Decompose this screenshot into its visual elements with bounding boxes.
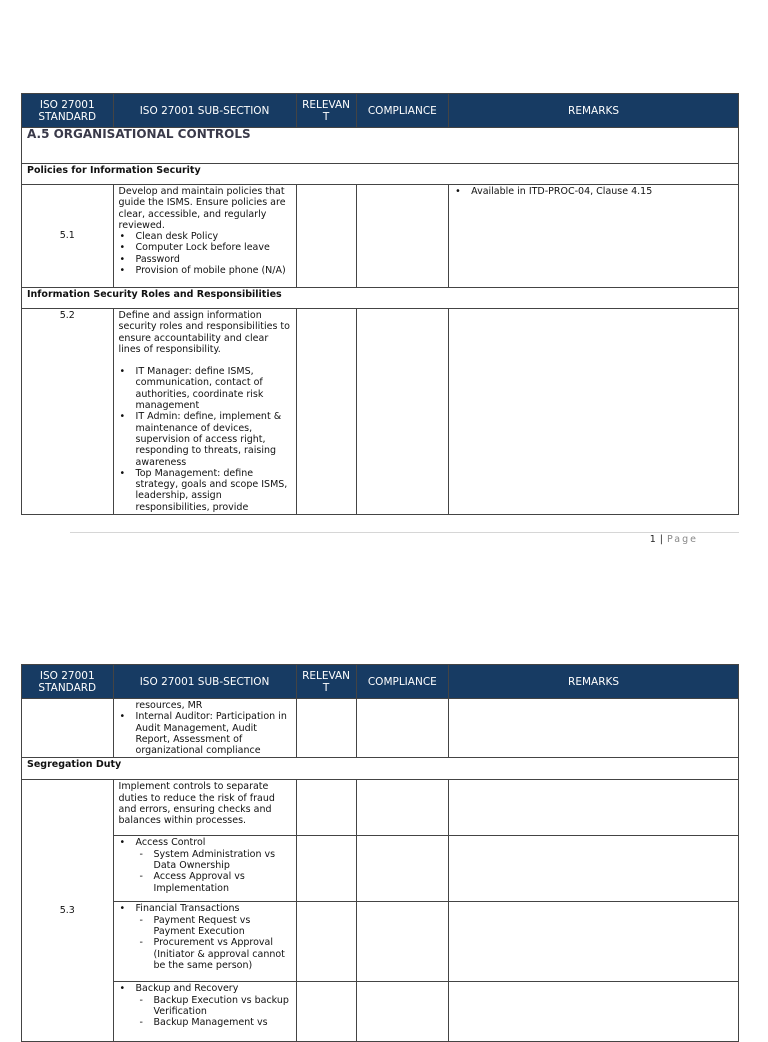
group-row xyxy=(22,164,739,185)
compliance-cell xyxy=(356,699,449,758)
remarks-cell xyxy=(449,309,739,515)
iso-table-page1 xyxy=(21,93,739,515)
roles-list xyxy=(119,366,291,513)
sub-section-cell xyxy=(113,185,296,288)
sub-list-item: - System Administration vs Data Ownership xyxy=(136,849,291,872)
remark-item: • Available in ITD-PROC-04, Clause 4.15 xyxy=(454,186,733,197)
table-row xyxy=(22,780,739,836)
relevant-cell xyxy=(296,982,356,1042)
list-item: • Financial Transactions xyxy=(119,903,291,914)
relevant-cell xyxy=(296,780,356,836)
table-row xyxy=(22,982,739,1042)
remarks-cell xyxy=(449,836,739,902)
header-remarks: REMARKS xyxy=(449,94,739,128)
continued-text: resources, MR xyxy=(135,700,203,711)
list-item: • Internal Auditor: Participation in Audit Management, Audit Report, Assessment of organizational compliance xyxy=(119,711,291,756)
group-title-segregation: Segregation Duty xyxy=(22,758,739,780)
group-title-roles: Information Security Roles and Responsibilities xyxy=(22,288,739,309)
relevant-cell xyxy=(296,902,356,982)
policy-list xyxy=(119,231,291,276)
table-row xyxy=(22,185,739,288)
list-item: • Clean desk Policy xyxy=(119,231,291,242)
sub-section-cell xyxy=(113,982,296,1042)
relevant-cell xyxy=(296,309,356,515)
section-row xyxy=(22,128,739,164)
standard-number: 5.1 xyxy=(22,185,114,288)
sub-section-cell xyxy=(113,836,296,902)
table-row xyxy=(22,309,739,515)
sub-section-cell xyxy=(113,309,296,515)
page-footer-rule xyxy=(70,532,739,533)
header-standard: ISO 27001 STANDARD xyxy=(22,94,114,128)
standard-number: 5.3 xyxy=(22,780,114,1042)
relevant-cell xyxy=(296,836,356,902)
table-row xyxy=(22,836,739,902)
list-item: • Top Management: define strategy, goals and scope ISMS, leadership, assign responsibilities, provide xyxy=(119,468,291,513)
header-relevant: RELEVAN T xyxy=(296,94,356,128)
standard-number: 5.2 xyxy=(22,309,114,515)
header-compliance: COMPLIANCE xyxy=(356,94,449,128)
header-compliance: COMPLIANCE xyxy=(356,665,449,699)
table-header-row xyxy=(22,94,739,128)
group-row xyxy=(22,288,739,309)
header-sub-section: ISO 27001 SUB-SECTION xyxy=(113,665,296,699)
sub-list-item: - Backup Management vs xyxy=(136,1017,291,1028)
sub-section-cell xyxy=(113,902,296,982)
group-row xyxy=(22,758,739,780)
remarks-cell xyxy=(449,699,739,758)
list-item: • IT Admin: define, implement & maintenance of devices, supervision of access right, responding to threats, raising awareness xyxy=(119,411,291,467)
remarks-cell xyxy=(449,780,739,836)
control-description: Develop and maintain policies that guide the ISMS. Ensure policies are clear, accessible, and regularly reviewed. xyxy=(118,186,286,231)
remarks-cell xyxy=(449,902,739,982)
page-separator: | xyxy=(659,534,664,545)
sub-list-item: - Procurement vs Approval (Initiator & approval cannot be the same person) xyxy=(136,937,291,971)
sub-list-item: - Payment Request vs Payment Execution xyxy=(136,915,291,938)
table-row xyxy=(22,902,739,982)
sub-list-item: - Backup Execution vs backup Verification xyxy=(136,995,291,1018)
remarks-cell xyxy=(449,982,739,1042)
sub-list-item: - Access Approval vs Implementation xyxy=(136,871,291,894)
compliance-cell xyxy=(356,982,449,1042)
standard-cell xyxy=(22,699,114,758)
header-relevant: RELEVAN T xyxy=(296,665,356,699)
list-item: • IT Manager: define ISMS, communication, contact of authorities, coordinate risk management xyxy=(119,366,291,411)
list-item: • Password xyxy=(119,254,291,265)
section-title: A.5 ORGANISATIONAL CONTROLS xyxy=(22,128,739,164)
header-standard: ISO 27001 STANDARD xyxy=(22,665,114,699)
remarks-cell xyxy=(449,185,739,288)
list-item: • Provision of mobile phone (N/A) xyxy=(119,265,291,276)
compliance-cell xyxy=(356,902,449,982)
iso-table-page2 xyxy=(21,664,739,1042)
control-description: Define and assign information security roles and responsibilities to ensure accountability and clear lines of responsibility. xyxy=(118,310,290,355)
page-word: Page xyxy=(667,534,698,545)
header-remarks: REMARKS xyxy=(449,665,739,699)
list-item: • Computer Lock before leave xyxy=(119,242,291,253)
header-sub-section: ISO 27001 SUB-SECTION xyxy=(113,94,296,128)
compliance-cell xyxy=(356,836,449,902)
list-item: • Backup and Recovery xyxy=(119,983,291,994)
compliance-cell xyxy=(356,309,449,515)
relevant-cell xyxy=(296,185,356,288)
table-row-continued xyxy=(22,699,739,758)
compliance-cell xyxy=(356,185,449,288)
table-header-row xyxy=(22,665,739,699)
relevant-cell xyxy=(296,699,356,758)
list-item: • Access Control xyxy=(119,837,291,848)
sub-section-cell xyxy=(113,699,296,758)
sub-section-cell: Implement controls to separate duties to reduce the risk of fraud and errors, ensuring checks and balances within processes. xyxy=(113,780,296,836)
compliance-cell xyxy=(356,780,449,836)
group-title-policies: Policies for Information Security xyxy=(22,164,739,185)
page-number-value: 1 xyxy=(649,534,657,545)
page-number xyxy=(650,534,698,545)
